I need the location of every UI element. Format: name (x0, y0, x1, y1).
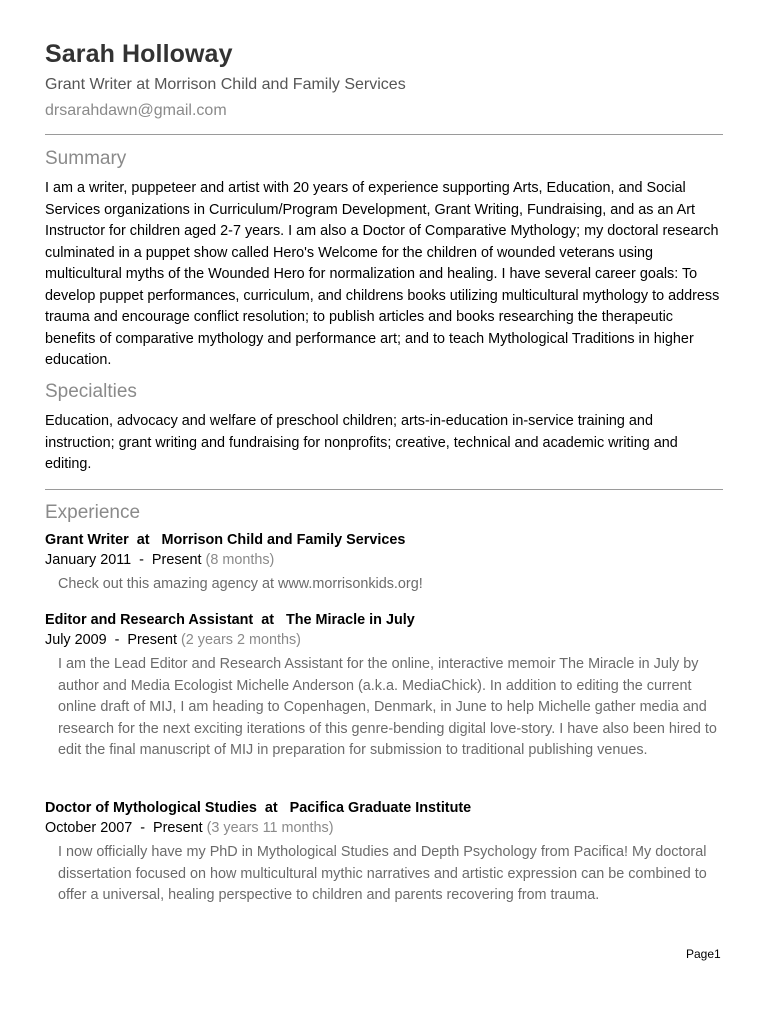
job-duration: (2 years 2 months) (180, 632, 301, 648)
specialties-text: Education, advocacy and welfare of preschool children; arts-in-education in-service training and instruction; grant writing and fundraising for nonprofits; creative, technical and academic writing and editing. (45, 413, 678, 472)
summary-heading: Summary (45, 148, 127, 169)
job-title: Grant Writer at Morrison Child and Family Services (45, 532, 406, 548)
job-dates (45, 820, 334, 836)
job-duration: (3 years 11 months) (206, 820, 334, 836)
job-description: I am the Lead Editor and Research Assistant for the online, interactive memoir The Miracle in July by author and Media Ecologist Michelle Anderson (a.k.a. MediaChick). In addition to editing the current online draft of MIJ, I am heading to Copenhagen, Denmark, in June to help Michelle gather media and research for the next exciting iterations of this genre-bending digital love-story. I have also been hired to edit the final manuscript of MIJ in preparation for submission to traditional publishing venues. (58, 656, 717, 758)
experience-heading: Experience (45, 502, 141, 523)
job-date-range: July 2009 - Present (45, 632, 181, 648)
profile-email: drsarahdawn@gmail.com (45, 102, 227, 119)
job-description: I now officially have my PhD in Mythological Studies and Depth Psychology from Pacifica! My doctoral dissertation focused on how multicultural mythic narratives and artistic expression can be combined to offer a universal, healing perspective to children and parents recovering from trauma. (58, 844, 707, 903)
job-date-range: October 2007 - Present (45, 820, 207, 836)
job-title: Editor and Research Assistant at The Miracle in July (45, 612, 415, 628)
divider (45, 134, 723, 135)
job-duration: (8 months) (205, 552, 275, 568)
job-description: Check out this amazing agency at www.morrisonkids.org! (58, 576, 423, 592)
page-number: Page1 (686, 947, 721, 961)
specialties-heading: Specialties (45, 381, 137, 402)
profile-name: Sarah Holloway (45, 40, 233, 68)
profile-headline: Grant Writer at Morrison Child and Family Services (45, 76, 406, 93)
divider (45, 489, 723, 490)
job-dates (45, 552, 274, 568)
job-dates (45, 632, 301, 648)
job-title: Doctor of Mythological Studies at Pacifica Graduate Institute (45, 800, 472, 816)
job-date-range: January 2011 - Present (45, 552, 206, 568)
summary-text: I am a writer, puppeteer and artist with 20 years of experience supporting Arts, Education, and Social Services organizations in Curriculum/Program Development, Grant Writing, Fundraising, and as an Art Instructor for children aged 2-7 years. I am also a Doctor of Comparative Mythology; my doctoral research culminated in a puppet show called Hero's Welcome for the children of wounded veterans using multicultural myths of the Wounded Hero for normalization and healing. I have several career goals: To develop puppet performances, curriculum, and childrens books utilizing multicultural mythology to address trauma and encourage conflict resolution; to publish articles and books researching the therapeutic benefits of comparative mythology and performance art; and to teach Mythological Traditions in higher education. (45, 180, 720, 368)
